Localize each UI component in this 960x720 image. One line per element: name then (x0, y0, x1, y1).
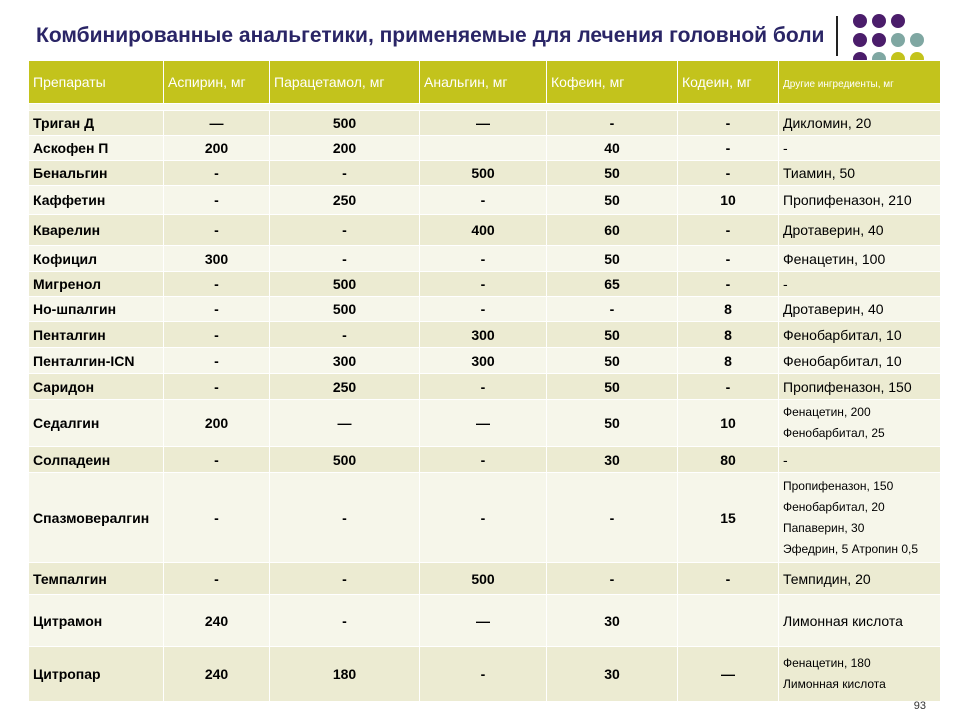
dot-6 (891, 33, 905, 47)
header-spacer (29, 104, 941, 111)
cell-codeine: - (678, 161, 779, 186)
cell-paracetamol: 200 (270, 136, 420, 161)
ingredient-line: Фенацетин, 180 (783, 656, 871, 670)
ingredient-line: - (783, 276, 788, 292)
cell-other-ingredients (779, 400, 941, 447)
cell-paracetamol: 500 (270, 297, 420, 322)
cell-analgin: - (420, 246, 547, 272)
cell-analgin (420, 136, 547, 161)
cell-analgin: - (420, 272, 547, 297)
drug-name: Бенальгин (29, 161, 164, 186)
table-header-row (29, 61, 941, 104)
cell-caffeine: - (547, 473, 678, 563)
cell-paracetamol: 500 (270, 111, 420, 136)
cell-caffeine: 40 (547, 136, 678, 161)
cell-codeine: - (678, 215, 779, 246)
cell-codeine: 8 (678, 322, 779, 348)
ingredient-line: Дикломин, 20 (783, 115, 872, 131)
cell-analgin: 500 (420, 563, 547, 595)
cell-analgin: 400 (420, 215, 547, 246)
drug-name: Цитропар (29, 647, 164, 702)
cell-caffeine: 30 (547, 647, 678, 702)
cell-analgin: 500 (420, 161, 547, 186)
table-row (29, 348, 941, 374)
cell-aspirin: - (164, 272, 270, 297)
cell-codeine: — (678, 647, 779, 702)
ingredient-line: Фенацетин, 100 (783, 250, 886, 267)
table-row (29, 136, 941, 161)
cell-analgin: 300 (420, 322, 547, 348)
drug-name: Аскофен П (29, 136, 164, 161)
ingredient-line: Фенобарбитал, 10 (783, 326, 902, 343)
cell-codeine: 8 (678, 348, 779, 374)
table-row (29, 297, 941, 322)
cell-other-ingredients (779, 186, 941, 215)
drug-name: Темпалгин (29, 563, 164, 595)
cell-analgin: - (420, 473, 547, 563)
cell-other-ingredients (779, 374, 941, 400)
ingredient-line: Папаверин, 30 (783, 520, 865, 535)
cell-other-ingredients (779, 447, 941, 473)
table-body (29, 104, 941, 702)
cell-analgin: 300 (420, 348, 547, 374)
cell-other-ingredients (779, 297, 941, 322)
cell-other-ingredients (779, 215, 941, 246)
drug-name: Спазмовералгин (29, 473, 164, 563)
header-paracetamol: Парацетамол, мг (270, 61, 420, 104)
cell-analgin: - (420, 297, 547, 322)
drug-name: Триган Д (29, 111, 164, 136)
cell-analgin: — (420, 595, 547, 647)
table-row (29, 473, 941, 563)
cell-paracetamol: - (270, 322, 420, 348)
cell-caffeine: 65 (547, 272, 678, 297)
title-divider (836, 16, 838, 56)
cell-caffeine: 50 (547, 400, 678, 447)
cell-paracetamol: 180 (270, 647, 420, 702)
dot-1 (853, 14, 867, 28)
ingredient-line: Пропифеназон, 210 (783, 192, 912, 208)
cell-analgin: — (420, 400, 547, 447)
cell-paracetamol: 250 (270, 186, 420, 215)
cell-codeine: 80 (678, 447, 779, 473)
cell-other-ingredients (779, 161, 941, 186)
ingredient-line: Лимонная кислота (783, 677, 886, 691)
cell-other-ingredients (779, 473, 941, 563)
ingredient-line: Дротаверин, 40 (783, 301, 884, 317)
cell-aspirin: 240 (164, 647, 270, 702)
cell-analgin: - (420, 447, 547, 473)
cell-caffeine: 50 (547, 186, 678, 215)
cell-other-ingredients (779, 136, 941, 161)
cell-caffeine: 50 (547, 161, 678, 186)
ingredient-line: Лимонная кислота (783, 612, 903, 629)
cell-aspirin: - (164, 322, 270, 348)
cell-other-ingredients (779, 595, 941, 647)
drug-name: Пенталгин-ICN (29, 348, 164, 374)
header-drugs: Препараты (29, 61, 164, 104)
table-row (29, 447, 941, 473)
dot-5 (872, 33, 886, 47)
cell-aspirin: - (164, 473, 270, 563)
dot-4 (853, 33, 867, 47)
cell-caffeine: - (547, 111, 678, 136)
drug-name: Цитрамон (29, 595, 164, 647)
cell-codeine: 8 (678, 297, 779, 322)
cell-aspirin: — (164, 111, 270, 136)
page-number: 93 (913, 700, 926, 712)
cell-other-ingredients (779, 348, 941, 374)
ingredient-line: - (783, 451, 788, 468)
cell-paracetamol: 500 (270, 272, 420, 297)
ingredient-line: Фенобарбитал, 20 (783, 499, 885, 514)
drug-name: Кофицил (29, 246, 164, 272)
drug-name: Саридон (29, 374, 164, 400)
cell-analgin: - (420, 186, 547, 215)
cell-other-ingredients (779, 647, 941, 702)
cell-codeine: 10 (678, 186, 779, 215)
table-row (29, 246, 941, 272)
drug-name: Но-шпалгин (29, 297, 164, 322)
cell-paracetamol: - (270, 215, 420, 246)
drug-name: Кварелин (29, 215, 164, 246)
cell-caffeine: - (547, 563, 678, 595)
cell-aspirin: - (164, 215, 270, 246)
drug-name: Солпадеин (29, 447, 164, 473)
cell-paracetamol: - (270, 473, 420, 563)
cell-aspirin: - (164, 186, 270, 215)
table-row (29, 322, 941, 348)
dot-3 (891, 14, 905, 28)
table-row (29, 186, 941, 215)
cell-analgin: — (420, 111, 547, 136)
header-other: Другие ингредиенты, мг (779, 61, 941, 104)
cell-other-ingredients (779, 563, 941, 595)
cell-paracetamol: 500 (270, 447, 420, 473)
cell-paracetamol: - (270, 246, 420, 272)
cell-aspirin: - (164, 161, 270, 186)
cell-caffeine: 50 (547, 246, 678, 272)
cell-other-ingredients (779, 111, 941, 136)
table-row (29, 647, 941, 702)
ingredient-line: Пропифеназон, 150 (783, 378, 912, 395)
header-aspirin: Аспирин, мг (164, 61, 270, 104)
cell-aspirin: - (164, 563, 270, 595)
cell-analgin: - (420, 647, 547, 702)
cell-caffeine: 50 (547, 348, 678, 374)
cell-paracetamol: - (270, 161, 420, 186)
drug-name: Мигренол (29, 272, 164, 297)
ingredient-line: Фенацетин, 200 (783, 405, 871, 419)
table-row (29, 272, 941, 297)
ingredient-line: Дротаверин, 40 (783, 222, 884, 238)
cell-paracetamol: 300 (270, 348, 420, 374)
ingredient-line: Фенобарбитал, 25 (783, 426, 885, 440)
cell-aspirin: 300 (164, 246, 270, 272)
cell-codeine: - (678, 563, 779, 595)
table-row (29, 215, 941, 246)
cell-codeine: 15 (678, 473, 779, 563)
cell-paracetamol: - (270, 595, 420, 647)
cell-aspirin: - (164, 297, 270, 322)
cell-caffeine: 50 (547, 374, 678, 400)
table-row (29, 563, 941, 595)
cell-aspirin: - (164, 374, 270, 400)
table-row (29, 111, 941, 136)
ingredient-line: Тиамин, 50 (783, 165, 856, 181)
dot-7 (910, 33, 924, 47)
dot-2 (872, 14, 886, 28)
cell-aspirin: - (164, 348, 270, 374)
cell-codeine (678, 595, 779, 647)
ingredient-line: - (783, 140, 788, 156)
table-row (29, 161, 941, 186)
cell-aspirin: - (164, 447, 270, 473)
cell-codeine: - (678, 136, 779, 161)
page-title: Комбинированные анальгетики, применяемые для лечения головной боли (36, 24, 825, 47)
ingredient-line: Пропифеназон, 150 (783, 478, 894, 493)
cell-paracetamol: - (270, 563, 420, 595)
cell-caffeine: 60 (547, 215, 678, 246)
table-row (29, 374, 941, 400)
table-row (29, 595, 941, 647)
cell-codeine: - (678, 374, 779, 400)
cell-aspirin: 200 (164, 136, 270, 161)
cell-caffeine: 50 (547, 322, 678, 348)
analgesics-table (28, 60, 941, 702)
cell-aspirin: 240 (164, 595, 270, 647)
cell-aspirin: 200 (164, 400, 270, 447)
cell-analgin: - (420, 374, 547, 400)
drug-name: Каффетин (29, 186, 164, 215)
cell-caffeine: 30 (547, 447, 678, 473)
cell-codeine: - (678, 111, 779, 136)
cell-other-ingredients (779, 322, 941, 348)
drug-name: Седалгин (29, 400, 164, 447)
cell-other-ingredients (779, 272, 941, 297)
cell-codeine: 10 (678, 400, 779, 447)
ingredient-line: Темпидин, 20 (783, 570, 871, 587)
header-spacer-row (29, 104, 941, 111)
cell-caffeine: - (547, 297, 678, 322)
cell-paracetamol: — (270, 400, 420, 447)
cell-codeine: - (678, 272, 779, 297)
cell-paracetamol: 250 (270, 374, 420, 400)
cell-other-ingredients (779, 246, 941, 272)
ingredient-line: Фенобарбитал, 10 (783, 352, 902, 369)
ingredient-line: Эфедрин, 5 Атропин 0,5 (783, 541, 919, 556)
drug-name: Пенталгин (29, 322, 164, 348)
header-caffeine: Кофеин, мг (547, 61, 678, 104)
header-codeine: Кодеин, мг (678, 61, 779, 104)
cell-caffeine: 30 (547, 595, 678, 647)
cell-codeine: - (678, 246, 779, 272)
header-analgin: Анальгин, мг (420, 61, 547, 104)
table-row (29, 400, 941, 447)
